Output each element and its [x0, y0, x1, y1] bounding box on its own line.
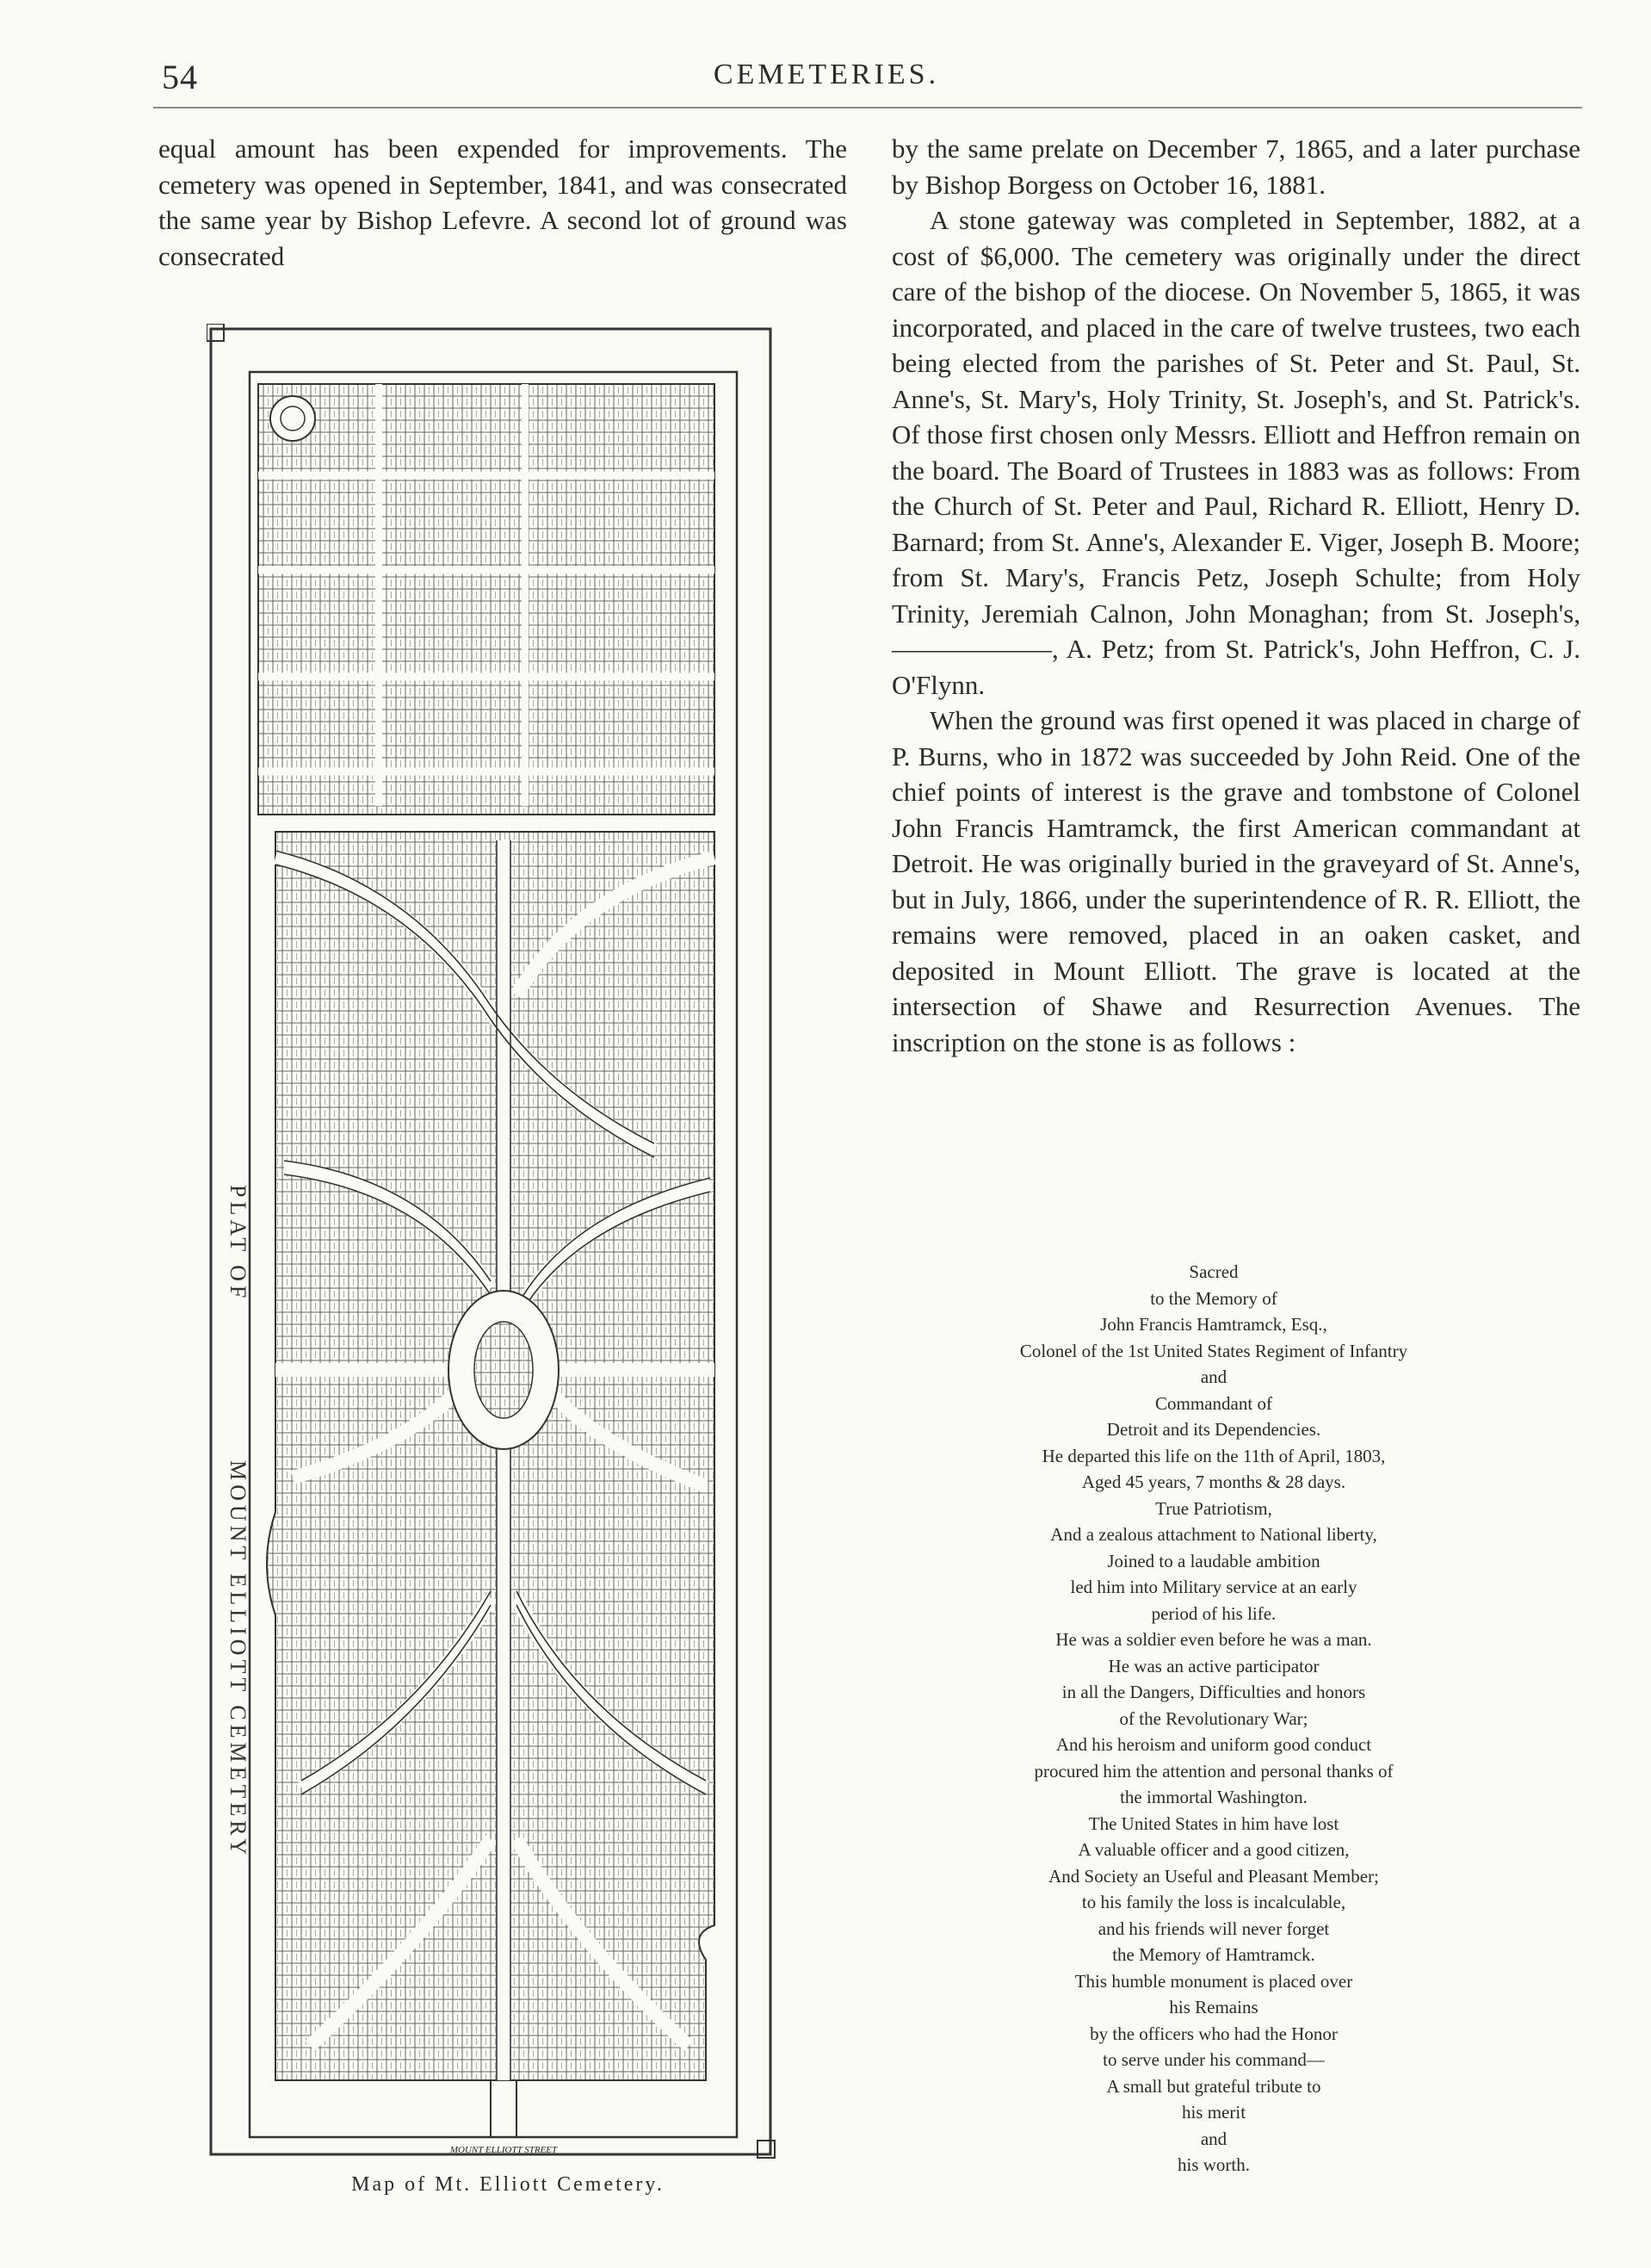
inscription-line: led him into Military service at an early	[1070, 1577, 1357, 1597]
inscription-line: Detroit and its Dependencies.	[1106, 1419, 1321, 1440]
right-paragraph-2: A stone gateway was completed in September, 1882, at a cost of $6,000. The cemetery was originally under the direct care of the bishop of the diocese. On November 5, 1865, it was incorporated, and placed in the care of twelve trustees, two each being elected from the parishes of St. Peter and St. Paul, St. Anne's, St. Mary's, Holy Trinity, St. Joseph's, and St. Patrick's. Of those first chosen only Messrs. Elliott and Heffron remain on the board. The Board of Trustees in 1883 was as follows: From the Church of St. Peter and Paul, Richard R. Elliott, Henry D. Barnard; from St. Anne's, Alexander E. Viger, Joseph B. Moore; from St. Mary's, Francis Petz, Joseph Schulte; from Holy Trinity, Jeremiah Calnon, John Monaghan; from St. Joseph's, ——————, A. Petz; from St. Patrick's, John Heffron, C. J. O'Flynn.	[892, 205, 1580, 700]
side-label-top: PLAT OF	[226, 1185, 250, 1303]
inscription-line: of the Revolutionary War;	[1119, 1707, 1308, 1729]
inscription-line: True Patriotism,	[1155, 1497, 1272, 1519]
inscription-line: his worth.	[1178, 2154, 1250, 2175]
inscription-line: to his family the loss is incalculable,	[1081, 1892, 1346, 1912]
street-label: MOUNT ELLIOTT STREET	[449, 2145, 558, 2155]
inscription-line: to the Memory of	[1150, 1287, 1277, 1309]
inscription-line: his Remains	[1169, 1997, 1258, 2017]
tombstone-inscription	[895, 1259, 1532, 2178]
side-label-bottom: MOUNT ELLIOTT CEMETERY	[226, 1460, 250, 1859]
inscription-line: and	[1200, 1366, 1227, 1387]
inscription-line: Aged 45 years, 7 months & 28 days.	[1081, 1472, 1346, 1492]
inscription-line: He departed this life on the 11th of April, 1803,	[1042, 1445, 1386, 1466]
left-column	[158, 131, 847, 274]
inscription-line: And Society an Useful and Pleasant Member;	[1048, 1865, 1379, 1887]
inscription-line: in all the Dangers, Difficulties and honors	[1061, 1682, 1366, 1702]
inscription-line: his merit	[1181, 2102, 1246, 2122]
inscription-line: The United States in him have lost	[1088, 1813, 1339, 1834]
inscription-line: period of his life.	[1151, 1602, 1277, 1624]
cemetery-map-drawing	[207, 324, 792, 2163]
header-rule	[153, 107, 1582, 108]
inscription-line: He was a soldier even before he was a man.	[1055, 1629, 1372, 1650]
inscription-line: procured him the attention and personal thanks of	[1034, 1760, 1394, 1782]
inscription-line: John Francis Hamtramck, Esq.,	[1100, 1314, 1327, 1335]
right-paragraph-1: by the same prelate on December 7, 1865, and a later purchase by Bishop Borgess on October 16, 1881.	[892, 133, 1580, 200]
left-paragraph: equal amount has been expended for improvements. The cemetery was opened in September, 1841, and was consecrated the same year by Bishop Lefevre. A second lot of ground was consecrated	[158, 133, 847, 271]
inscription-line: This humble monument is placed over	[1074, 1970, 1353, 1992]
inscription-line: A small but grateful tribute to	[1106, 2075, 1321, 2097]
right-paragraph-3: When the ground was first opened it was placed in charge of P. Burns, who in 1872 was succeeded by John Reid. One of the chief points of interest is the grave and tombstone of Colonel John Francis Hamtramck, the first American commandant at Detroit. He was originally buried in the graveyard of St. Anne's, but in July, 1866, under the superintendence of R. R. Elliott, the remains were removed, placed in an oaken casket, and deposited in Mount Elliott. The grave is located at the intersection of Shawe and Resurrection Avenues. The inscription on the stone is as follows :	[892, 705, 1580, 1057]
inscription-line: Joined to a laudable ambition	[1107, 1550, 1320, 1571]
inscription-line: And his heroism and uniform good conduct	[1055, 1734, 1372, 1755]
inscription-line: the immortal Washington.	[1120, 1787, 1308, 1807]
inscription-line: And a zealous attachment to National liberty,	[1050, 1524, 1377, 1545]
inscription-line: Commandant of	[1155, 1392, 1272, 1414]
inscription-line: Sacred	[1189, 1261, 1239, 1282]
inscription-line: A valuable officer and a good citizen,	[1078, 1839, 1350, 1860]
inscription-line: Colonel of the 1st United States Regiment of Infantry	[1019, 1340, 1408, 1361]
plat-side-label	[226, 1185, 250, 1859]
map-caption: Map of Mt. Elliott Cemetery.	[351, 2173, 665, 2196]
inscription-line: He was an active participator	[1108, 1655, 1320, 1676]
inscription-line: by the officers who had the Honor	[1090, 2023, 1338, 2044]
running-head: CEMETERIES.	[713, 59, 940, 90]
old-section-lots	[258, 384, 714, 815]
inscription-line: and his friends will never forget	[1098, 1918, 1330, 1939]
inscription-line: and	[1200, 2128, 1227, 2149]
cemetery-map	[207, 324, 792, 2163]
inscription-line: to serve under his command—	[1103, 2049, 1325, 2070]
page-number: 54	[162, 58, 198, 96]
right-column	[892, 131, 1580, 1060]
inscription-line: the Memory of Hamtramck.	[1112, 1944, 1315, 1965]
